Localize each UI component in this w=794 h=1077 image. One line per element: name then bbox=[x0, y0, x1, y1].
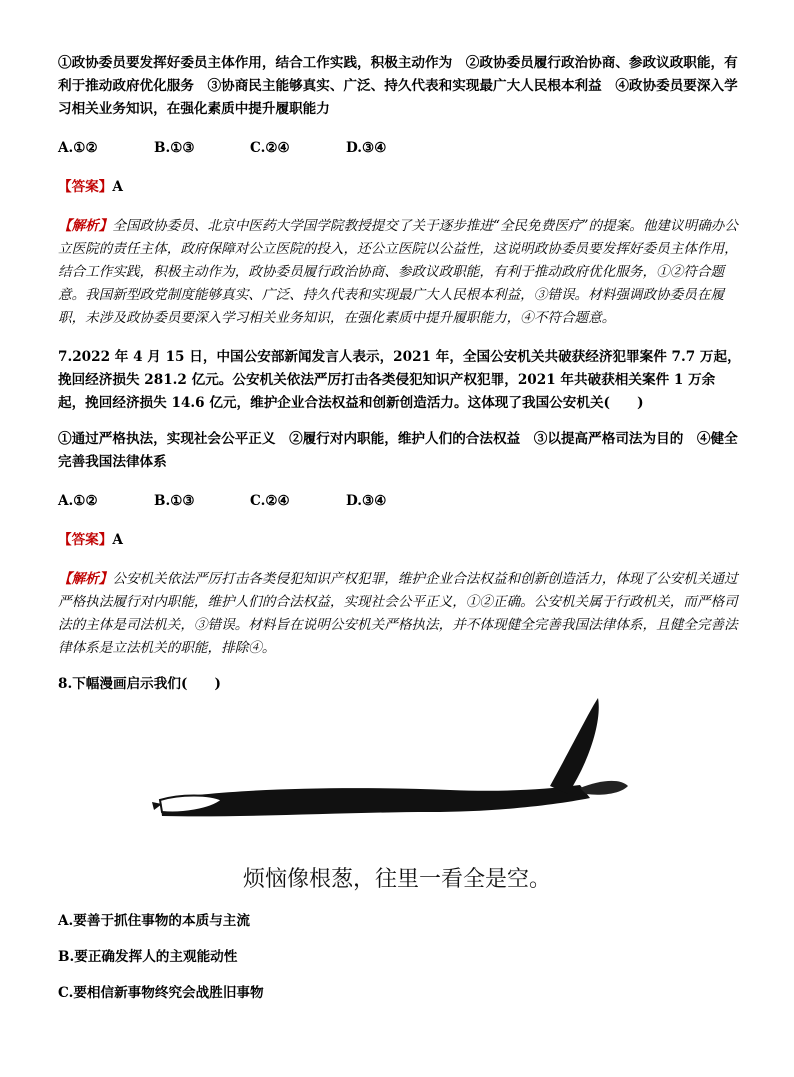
q7-analysis-text: 公安机关依法严厉打击各类侵犯知识产权犯罪，维护企业合法权益和创新创造活力，体现了公安机关通过严格执法履行对内职能，维护人们的合法权益，实现社会公平正义，①②正确。公安机关属于行政机关，而严格司法的主体是司法机关，③错误。材料旨在说明公安机关严格执法，并不体现健全完善我国法律体系，且健全完善法律体系是立法机关的职能，排除④。 bbox=[58, 571, 738, 656]
q7-analysis-tag: 【解析】 bbox=[58, 571, 113, 587]
q6-analysis-text: 全国政协委员、北京中医药大学国学院教授提交了关于逐步推进“全民免费医疗”的提案。他建议明确办公立医院的责任主体，政府保障对公立医院的投入，还公立医院以公益性，这说明政协委员要发挥好委员主体作用，结合工作实践，积极主动作为，政协委员履行政治协商、参政议政职能，有利于推动政府优化服务，①②符合题意。我国新型政党制度能够真实、广泛、持久代表和实现最广大人民根本利益，③错误。材料强调政协委员在履职，未涉及政协委员要深入学习相关业务知识，在强化素质中提升履职能力，④不符合题意。 bbox=[58, 218, 738, 326]
q7-statements: ①通过严格执法，实现社会公平正义 ②履行对内职能，维护人们的合法权益 ③以提高严格司法为目的 ④健全完善我国法律体系 bbox=[58, 431, 738, 470]
scallion-stalk bbox=[160, 785, 590, 816]
q6-option-a: A.①② bbox=[58, 140, 98, 156]
q7-answer-tag: 【答案】 bbox=[58, 532, 113, 548]
q6-options bbox=[58, 137, 742, 160]
comic-caption: 烦恼像根葱，往里一看全是空。 bbox=[242, 867, 551, 892]
q7-answer bbox=[58, 529, 742, 552]
q6-option-c: C.②④ bbox=[250, 140, 290, 156]
document-page bbox=[58, 52, 742, 696]
q8-choice-c: C.要相信新事物终究会战胜旧事物 bbox=[58, 985, 264, 1001]
q8-question: 8.下幅漫画启示我们( ) bbox=[58, 676, 221, 692]
q8-choice-a: A.要善于抓住事物的本质与主流 bbox=[58, 913, 250, 929]
q6-statements: ①政协委员要发挥好委员主体作用，结合工作实践，积极主动作为 ②政协委员履行政治协商、参政议政职能，有利于推动政府优化服务 ③协商民主能够真实、广泛、持久代表和实现最广大人民根本利益 ④政协委员要深入学习相关业务知识，在强化素质中提升履职能力 bbox=[58, 55, 738, 117]
q6-analysis-tag: 【解析】 bbox=[58, 218, 113, 234]
scallion-leaf bbox=[550, 698, 599, 794]
q7-option-a: A.①② bbox=[58, 493, 98, 509]
scallion-root bbox=[580, 781, 628, 795]
q7-option-d: D.③④ bbox=[346, 493, 387, 509]
q7-options bbox=[58, 490, 742, 513]
q6-answer-value: A bbox=[112, 179, 123, 195]
q6-option-b: B.①③ bbox=[154, 140, 195, 156]
q6-answer-tag: 【答案】 bbox=[58, 179, 113, 195]
q6-analysis bbox=[58, 215, 742, 330]
q7-analysis bbox=[58, 568, 742, 660]
scallion-comic-image bbox=[150, 690, 650, 840]
q6-answer bbox=[58, 176, 742, 199]
q7-option-c: C.②④ bbox=[250, 493, 290, 509]
q8-choices bbox=[58, 910, 742, 1018]
q7-question: 7.2022 年 4 月 15 日，中国公安部新闻发言人表示，2021 年，全国公安机关共破获经济犯罪案件 7.7 万起，挽回经济损失 281.2 亿元。公安机关依法严厉打击各类侵犯知识产权犯罪，2021 年共破获相关案件 1 万余起，挽回经济损失 14.6 亿元，维护企业合法权益和创新创造活力。这体现了我国公安机关( ) bbox=[58, 349, 741, 411]
q8-choice-b: B.要正确发挥人的主观能动性 bbox=[58, 949, 238, 965]
q7-answer-value: A bbox=[112, 532, 123, 548]
q7-option-b: B.①③ bbox=[154, 493, 195, 509]
q6-option-d: D.③④ bbox=[346, 140, 387, 156]
